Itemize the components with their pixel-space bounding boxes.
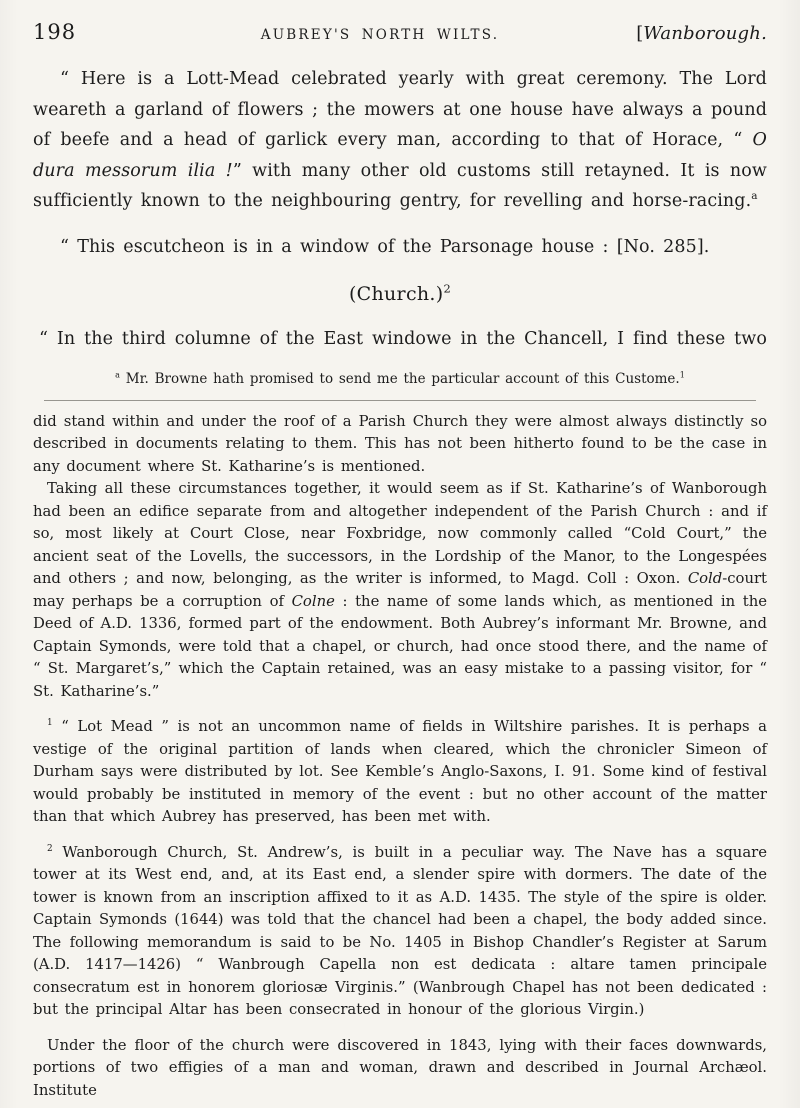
paragraph-lott-mead: “ Here is a Lott-Mead celebrated yearly with great ceremony. The Lord weareth a garland of flowers ; the mowers at one house have always a pound of beefe and a head of garlick every man, according to that of Horace, “ O dura messorum ilia !” with many other old customs still retayned. It is now sufficiently known to the neighbouring gentry, for revelling and horse-racing.$^a$: [33, 69, 767, 211]
note-continuation: did stand within and under the roof of a Parish Church they were almost always distinctly so described in documents relating to them. This has not been hitherto found to be the case in any document where St. Katharine’s is mentioned.: [33, 412, 767, 475]
paragraph-escutcheon: “ This escutcheon is in a window of the Parsonage house : [No. 285].: [60, 236, 710, 257]
paragraph-east-window: “ In the third columne of the East windowe in the Chancell, I find these two: [39, 329, 767, 349]
note-under-floor: Under the floor of the church were discovered in 1843, lying with their faces downwards, portions of two effigies of a man and woman, drawn and described in Journal Archæol. Institute: [33, 1036, 767, 1099]
section-label: [Wanborough.: [636, 23, 767, 44]
church-heading: (Church.)$^2$: [348, 281, 452, 305]
note-taking-circumstances: Taking all these circumstances together, it would seem as if St. Katharine’s of Wanborough had been an edifice separate from and altogether independent of the Parish Church : and if so, most likely at Court Close, near Foxbridge, now commonly called “Cold Court,” the ancient seat of the Lovells, the successors, in the Lordship of the Manor, to the Longespées and others ; and now, belonging, as the writer is informed, to Magd. Coll : Oxon. Cold-court may perhaps be a corruption of Colne : the name of some lands which, as mentioned in the Deed of A.D. 1336, formed part of the endowment. Both Aubrey’s informant Mr. Browne, and Captain Symonds, were told that a chapel, or church, had once stood there, and the name of “ St. Margaret’s,” which the Captain retained, was an easy mistake to a passing visitor, for “ St. Katharine’s.”: [33, 480, 767, 700]
page-number: 198: [33, 20, 77, 44]
main-text-block: [33, 64, 767, 387]
notes-block: [33, 411, 767, 1103]
page-header: [33, 20, 767, 44]
footnote-1-lot-mead: $^1$ “ Lot Mead ” is not an uncommon name of fields in Wiltshire parishes. It is perhaps a vestige of the original partition of lands when cleared, which the chronicler Simeon of Durham says were distributed by lot. See Kemble’s Anglo-Saxons, I. 91. Some kind of festival would probably be instituted in memory of the event : but no other account of the matter than that which Aubrey has preserved, has been met with.: [33, 718, 767, 825]
footnote-2-wanborough-church: $^2$ Wanborough Church, St. Andrew’s, is built in a peculiar way. The Nave has a square tower at its West end, and, at its East end, a slender spire with dormers. The date of the tower is known from an inscription affixed to it as A.D. 1435. The style of the spire is older. Captain Symonds (1644) was told that the chancel had been a chapel, the body added since. The following memorandum is said to be No. 1405 in Bishop Chandler’s Register at Sarum (A.D. 1417—1426) “ Wanbrough Capella non est dedicata : altare tamen principale consecratum est in honorem gloriosæ Virginis.” (Wanbrough Chapel has not been dedicated : but the principal Altar has been consecrated in honour of the glorious Virgin.): [33, 843, 767, 1018]
footnote-marker-line: $^a$ Mr. Browne hath promised to send me the particular account of this Custome.$^1$: [115, 369, 685, 387]
running-title: AUBREY'S NORTH WILTS.: [260, 27, 500, 43]
footnote-divider: [44, 400, 756, 401]
